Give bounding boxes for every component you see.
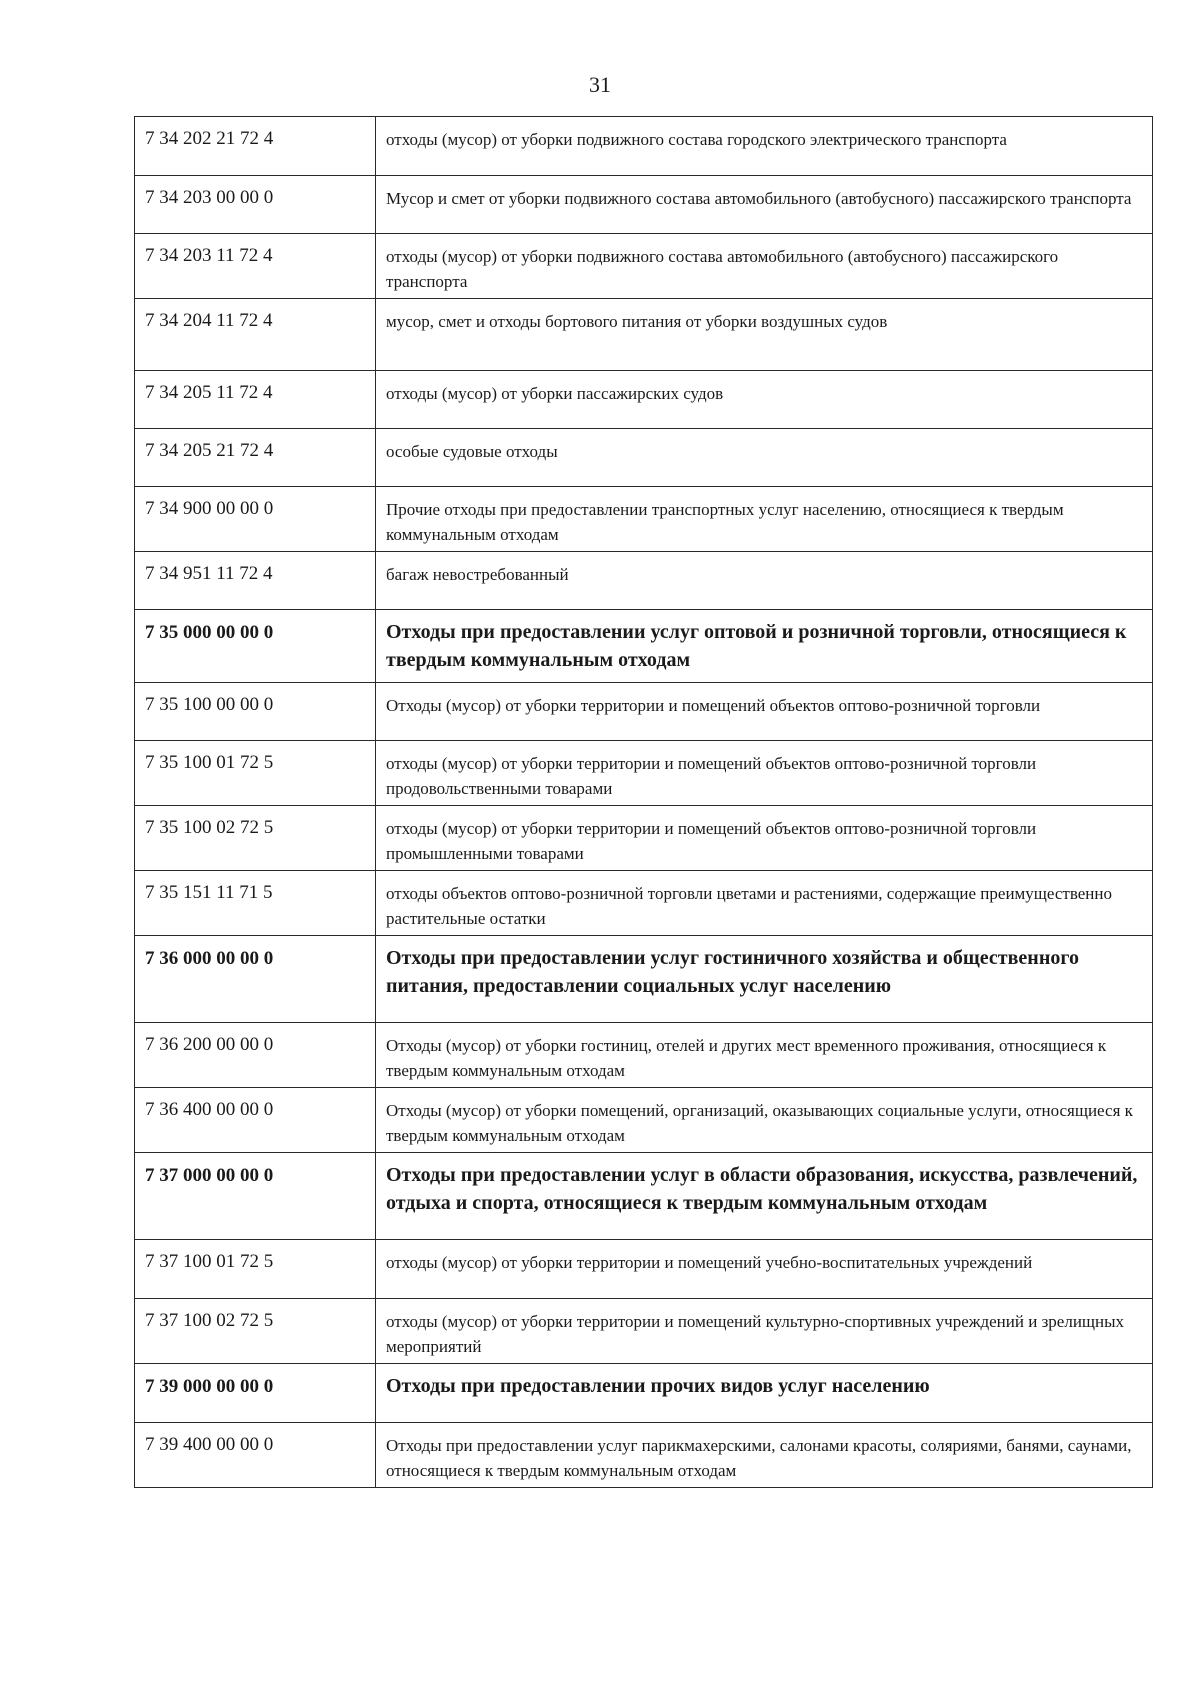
waste-description-cell: Мусор и смет от уборки подвижного состава автомобильного (автобусного) пассажирского транспорта	[376, 176, 1153, 234]
waste-code-cell: 7 35 100 00 00 0	[135, 683, 376, 741]
waste-code-cell: 7 34 204 11 72 4	[135, 299, 376, 371]
waste-description-cell: отходы объектов оптово-розничной торговли цветами и растениями, содержащие преимущественно растительные остатки	[376, 871, 1153, 936]
waste-code-cell: 7 36 000 00 00 0	[135, 936, 376, 1023]
waste-code-cell: 7 35 000 00 00 0	[135, 610, 376, 683]
waste-description-cell: отходы (мусор) от уборки пассажирских судов	[376, 371, 1153, 429]
waste-description-cell: особые судовые отходы	[376, 429, 1153, 487]
waste-code-cell: 7 37 100 02 72 5	[135, 1299, 376, 1364]
table-body	[135, 117, 1153, 1488]
waste-description-cell: отходы (мусор) от уборки подвижного состава городского электрического транспорта	[376, 117, 1153, 176]
waste-code-cell: 7 34 203 00 00 0	[135, 176, 376, 234]
table-row-section	[135, 610, 1153, 683]
waste-description-cell: отходы (мусор) от уборки территории и помещений объектов оптово-розничной торговли промышленными товарами	[376, 806, 1153, 871]
table-row	[135, 299, 1153, 371]
waste-code-cell: 7 37 100 01 72 5	[135, 1240, 376, 1299]
waste-code-cell: 7 35 100 02 72 5	[135, 806, 376, 871]
table-row	[135, 1240, 1153, 1299]
waste-code-cell: 7 36 200 00 00 0	[135, 1023, 376, 1088]
table-row-section	[135, 936, 1153, 1023]
waste-description-cell: Отходы при предоставлении прочих видов услуг населению	[376, 1364, 1153, 1423]
table-row	[135, 429, 1153, 487]
table-row	[135, 371, 1153, 429]
waste-code-cell: 7 34 951 11 72 4	[135, 552, 376, 610]
table-row	[135, 1299, 1153, 1364]
waste-description-cell: Отходы (мусор) от уборки помещений, организаций, оказывающих социальные услуги, относящиеся к твердым коммунальным отходам	[376, 1088, 1153, 1153]
table-row	[135, 871, 1153, 936]
waste-code-cell: 7 37 000 00 00 0	[135, 1153, 376, 1240]
table-row-section	[135, 1364, 1153, 1423]
waste-description-cell: Отходы (мусор) от уборки территории и помещений объектов оптово-розничной торговли	[376, 683, 1153, 741]
waste-description-cell: Отходы (мусор) от уборки гостиниц, отелей и других мест временного проживания, относящиеся к твердым коммунальным отходам	[376, 1023, 1153, 1088]
waste-description-cell: отходы (мусор) от уборки территории и помещений учебно-воспитательных учреждений	[376, 1240, 1153, 1299]
waste-description-cell: Прочие отходы при предоставлении транспортных услуг населению, относящиеся к твердым коммунальным отходам	[376, 487, 1153, 552]
table-row	[135, 487, 1153, 552]
waste-description-cell: Отходы при предоставлении услуг в области образования, искусства, развлечений, отдыха и спорта, относящиеся к твердым коммунальным отходам	[376, 1153, 1153, 1240]
waste-code-cell: 7 35 100 01 72 5	[135, 741, 376, 806]
table-row	[135, 1423, 1153, 1488]
waste-code-cell: 7 34 205 11 72 4	[135, 371, 376, 429]
waste-code-cell: 7 39 000 00 00 0	[135, 1364, 376, 1423]
waste-code-table	[134, 116, 1153, 1488]
waste-description-cell: Отходы при предоставлении услуг гостиничного хозяйства и общественного питания, предоставлении социальных услуг населению	[376, 936, 1153, 1023]
waste-description-cell: отходы (мусор) от уборки территории и помещений культурно-спортивных учреждений и зрелищных мероприятий	[376, 1299, 1153, 1364]
waste-description-cell: Отходы при предоставлении услуг парикмахерскими, салонами красоты, соляриями, банями, саунами, относящиеся к твердым коммунальным отходам	[376, 1423, 1153, 1488]
waste-description-cell: Отходы при предоставлении услуг оптовой и розничной торговли, относящиеся к твердым коммунальным отходам	[376, 610, 1153, 683]
waste-code-cell: 7 35 151 11 71 5	[135, 871, 376, 936]
table-row	[135, 806, 1153, 871]
waste-code-cell: 7 39 400 00 00 0	[135, 1423, 376, 1488]
table-row	[135, 741, 1153, 806]
table-row-section	[135, 1153, 1153, 1240]
waste-description-cell: багаж невостребованный	[376, 552, 1153, 610]
waste-description-cell: отходы (мусор) от уборки подвижного состава автомобильного (автобусного) пассажирского транспорта	[376, 234, 1153, 299]
table-row	[135, 552, 1153, 610]
waste-code-cell: 7 34 205 21 72 4	[135, 429, 376, 487]
page-number: 31	[589, 72, 611, 97]
table-row	[135, 1023, 1153, 1088]
waste-code-cell: 7 36 400 00 00 0	[135, 1088, 376, 1153]
table-row	[135, 176, 1153, 234]
table-row	[135, 683, 1153, 741]
table-row	[135, 1088, 1153, 1153]
waste-description-cell: мусор, смет и отходы бортового питания от уборки воздушных судов	[376, 299, 1153, 371]
table-row	[135, 234, 1153, 299]
table-row	[135, 117, 1153, 176]
waste-code-cell: 7 34 202 21 72 4	[135, 117, 376, 176]
waste-description-cell: отходы (мусор) от уборки территории и помещений объектов оптово-розничной торговли продовольственными товарами	[376, 741, 1153, 806]
waste-code-cell: 7 34 203 11 72 4	[135, 234, 376, 299]
waste-code-cell: 7 34 900 00 00 0	[135, 487, 376, 552]
